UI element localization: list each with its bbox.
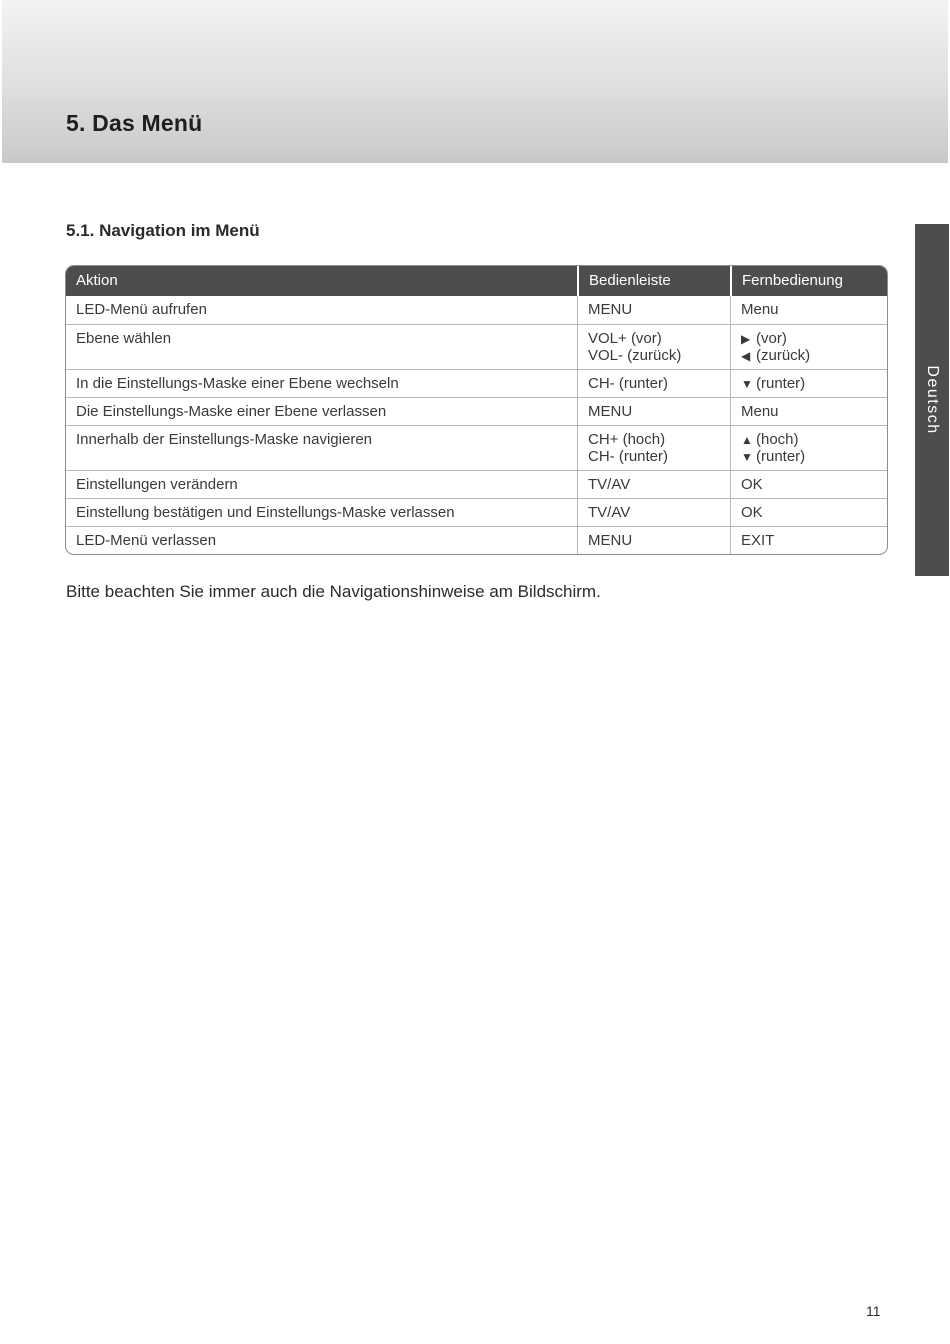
remote-text: OK <box>741 504 763 521</box>
table-row <box>66 324 887 369</box>
action-text: Einstellungen verändern <box>76 476 238 493</box>
remote-cell <box>730 398 887 425</box>
remote-text: (zurück) <box>756 346 811 364</box>
arrow-down-icon: ▼ <box>741 449 753 464</box>
remote-text: (runter) <box>756 447 806 465</box>
table-row <box>66 296 887 324</box>
page-number: 11 <box>866 1303 881 1319</box>
action-text: LED-Menü verlassen <box>76 532 217 549</box>
panel-cell <box>577 296 730 324</box>
panel-text: CH+ (hoch) <box>588 431 666 448</box>
remote-cell <box>730 471 887 498</box>
panel-cell <box>577 527 730 554</box>
remote-text: OK <box>741 476 763 493</box>
action-text: Die Einstellungs-Maske einer Ebene verlassen <box>76 403 387 420</box>
remote-cell <box>730 426 887 470</box>
navigation-note: Bitte beachten Sie immer auch die Navigationshinweise am Bildschirm. <box>66 582 601 601</box>
remote-cell <box>730 325 887 369</box>
navigation-table <box>65 265 888 555</box>
action-text: Einstellung bestätigen und Einstellungs-Maske verlassen <box>76 504 455 521</box>
header-band <box>2 0 948 163</box>
panel-cell <box>577 325 730 369</box>
action-cell <box>66 527 577 554</box>
action-cell <box>66 398 577 425</box>
remote-cell <box>730 370 887 397</box>
panel-cell <box>577 398 730 425</box>
action-text: In die Einstellungs-Maske einer Ebene wechseln <box>76 375 399 392</box>
panel-text: MENU <box>588 403 633 420</box>
panel-cell <box>577 471 730 498</box>
action-text: Innerhalb der Einstellungs-Maske navigieren <box>76 431 373 448</box>
arrow-up-icon: ▲ <box>741 433 753 447</box>
remote-text: Menu <box>741 403 779 420</box>
table-row <box>66 498 887 526</box>
table-row <box>66 369 887 397</box>
remote-cell <box>730 527 887 554</box>
panel-text: TV/AV <box>588 504 631 521</box>
remote-text: (hoch) <box>756 431 799 448</box>
panel-text: CH- (runter) <box>588 447 669 465</box>
section-title: 5.1. Navigation im Menü <box>66 221 260 240</box>
header-cell-remote: Fernbedienung <box>730 266 887 296</box>
header-cell-panel: Bedienleiste <box>577 266 730 296</box>
panel-cell <box>577 370 730 397</box>
action-cell <box>66 325 577 369</box>
action-cell <box>66 499 577 526</box>
chapter-title: 5. Das Menü <box>66 110 203 136</box>
arrow-left-icon: ◀ <box>741 348 751 363</box>
panel-text: TV/AV <box>588 476 631 493</box>
action-cell <box>66 370 577 397</box>
remote-text: (vor) <box>756 330 787 347</box>
action-cell <box>66 296 577 324</box>
panel-text: MENU <box>588 532 633 549</box>
remote-text: (runter) <box>756 375 806 392</box>
panel-cell <box>577 426 730 470</box>
remote-text: Menu <box>741 301 779 318</box>
arrow-down-icon: ▼ <box>741 377 753 391</box>
panel-text: VOL- (zurück) <box>588 346 682 364</box>
table-row <box>66 470 887 498</box>
action-text: Ebene wählen <box>76 330 172 347</box>
panel-text: CH- (runter) <box>588 375 669 392</box>
panel-text: MENU <box>588 301 633 318</box>
table-row <box>66 397 887 425</box>
remote-text: EXIT <box>741 532 775 549</box>
action-cell <box>66 426 577 470</box>
panel-cell <box>577 499 730 526</box>
language-side-tab <box>915 224 949 576</box>
action-text: LED-Menü aufrufen <box>76 301 207 318</box>
table-row <box>66 526 887 554</box>
action-cell <box>66 471 577 498</box>
table-header <box>66 266 887 296</box>
panel-text: VOL+ (vor) <box>588 330 662 347</box>
arrow-right-icon: ▶ <box>741 332 751 346</box>
table-row <box>66 425 887 470</box>
remote-cell <box>730 499 887 526</box>
language-label: Deutsch <box>924 365 941 435</box>
remote-cell <box>730 296 887 324</box>
header-cell-action: Aktion <box>76 272 118 289</box>
